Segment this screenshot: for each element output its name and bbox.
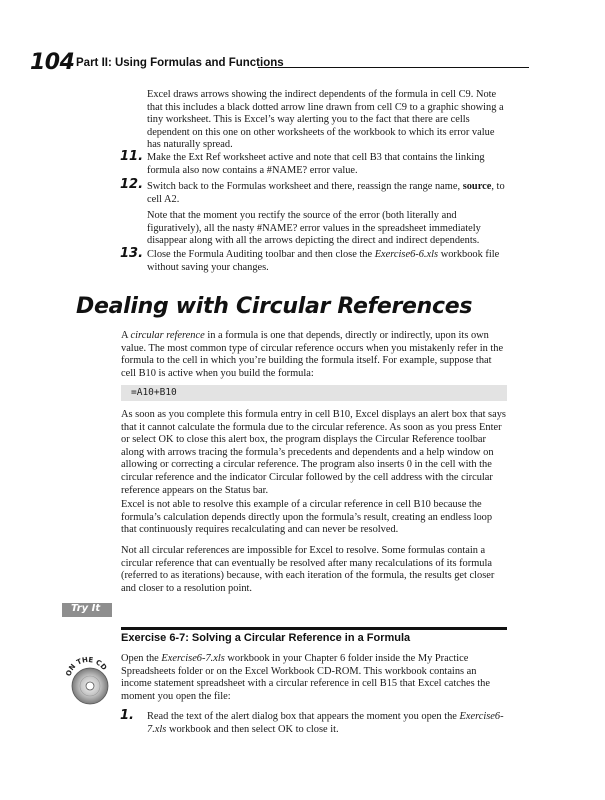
exercise-step-1-text: Read the text of the alert dialog box that appears the moment you open the Exercise6-7.xls workbook and then select OK to close it. <box>147 711 504 735</box>
cd-label: ON THE CD <box>64 655 109 678</box>
header-rule <box>258 67 529 68</box>
section-heading: Dealing with Circular References <box>76 294 473 319</box>
running-head: Part II: Using Formulas and Functions <box>76 57 284 69</box>
step-12-note: Note that the moment you rectify the source of the error (both literally and figuratively), all the nasty #NAME? error values in the spreadsheet immediately disappear along with all the arrows depicting the direct and indirect dependents. <box>147 210 481 247</box>
step-12-text: Switch back to the Formulas worksheet and there, reassign the range name, source, to cell A2. <box>147 181 505 205</box>
term-circular-reference: circular reference <box>130 330 205 341</box>
on-the-cd-icon <box>62 650 114 708</box>
page-number: 104 <box>30 50 75 75</box>
try-it-tab <box>62 603 112 617</box>
paragraph-alert-box: As soon as you complete this formula entry in cell B10, Excel displays an alert box that says that it cannot calculate the formula due to the circular reference. As soon as you press Enter or select OK to close this alert box, the program displays the Circular Reference toolbar along with arrows tracing the formula’s precedents and dependents and a help window on allowing or correcting a circular reference. The program also inserts 0 in the cell with the circular reference and the indicator Circular followed by the cell address with the circular reference appears on the Status bar. <box>121 409 506 496</box>
exercise-step-number-1: 1. <box>120 708 134 723</box>
intro-paragraph: A circular reference in a formula is one that depends, directly or indirectly, upon its own value. The most common type of circular reference occurs when you mistakenly refer in the formula to the cell in which you’re building the formula itself. For example, suppose that cell B10 is active when you build the formula: <box>121 330 504 379</box>
top-paragraph: Excel draws arrows showing the indirect dependents of the formula in cell C9. Note that this includes a black dotted arrow line drawn from cell C9 to a graphic showing a tiny worksheet. This is Excel’s way alerting you to the fact that there are cells dependent on this one on other worksheets of the workbook to which its error value has naturally spread. <box>147 89 504 151</box>
exercise-title: Exercise 6-7: Solving a Circular Reference in a Formula <box>121 632 411 644</box>
code-example <box>121 385 507 401</box>
paragraph-iterations: Not all circular references are impossible for Excel to resolve. Some formulas contain a circular reference that can eventually be resolved after many recalculations of its formula (referred to as iterations) because, with each iteration of the formula, the results get closer and closer to a resolution point. <box>121 545 495 594</box>
step-11-text: Make the Ext Ref worksheet active and note that cell B3 that contains the linking formula also now contains a #NAME? error value. <box>147 152 485 176</box>
range-name-source: source <box>462 181 492 192</box>
step-number-12: 12. <box>120 177 144 192</box>
try-it-label: Try It <box>71 603 101 614</box>
exercise-intro: Open the Exercise6-7.xls workbook in your Chapter 6 folder inside the My Practice Spreadsheets folder or on the Excel Workbook CD-ROM. This workbook contains an income statement spreadsheet with a circular reference in cell B15 that Excel catches the moment you open the file: <box>121 653 490 702</box>
exercise-rule <box>121 627 507 630</box>
exercise-file-name-3: Exercise6-7.xls <box>147 711 504 735</box>
step-13-text: Close the Formula Auditing toolbar and then close the Exercise6-6.xls workbook file without saving your changes. <box>147 249 500 273</box>
step-number-11: 11. <box>120 149 144 164</box>
exercise-file-name: Exercise6-6.xls <box>374 249 439 260</box>
paragraph-endless-loop: Excel is not able to resolve this example of a circular reference in cell B10 because the formula’s calculation depends directly upon the formula’s result, creating an endless loop that continuously requires recalculating and can never be resolved. <box>121 499 493 536</box>
code-formula: =A10+B10 <box>131 387 177 398</box>
exercise-file-name-2: Exercise6-7.xls <box>161 653 225 664</box>
step-number-13: 13. <box>120 246 144 261</box>
